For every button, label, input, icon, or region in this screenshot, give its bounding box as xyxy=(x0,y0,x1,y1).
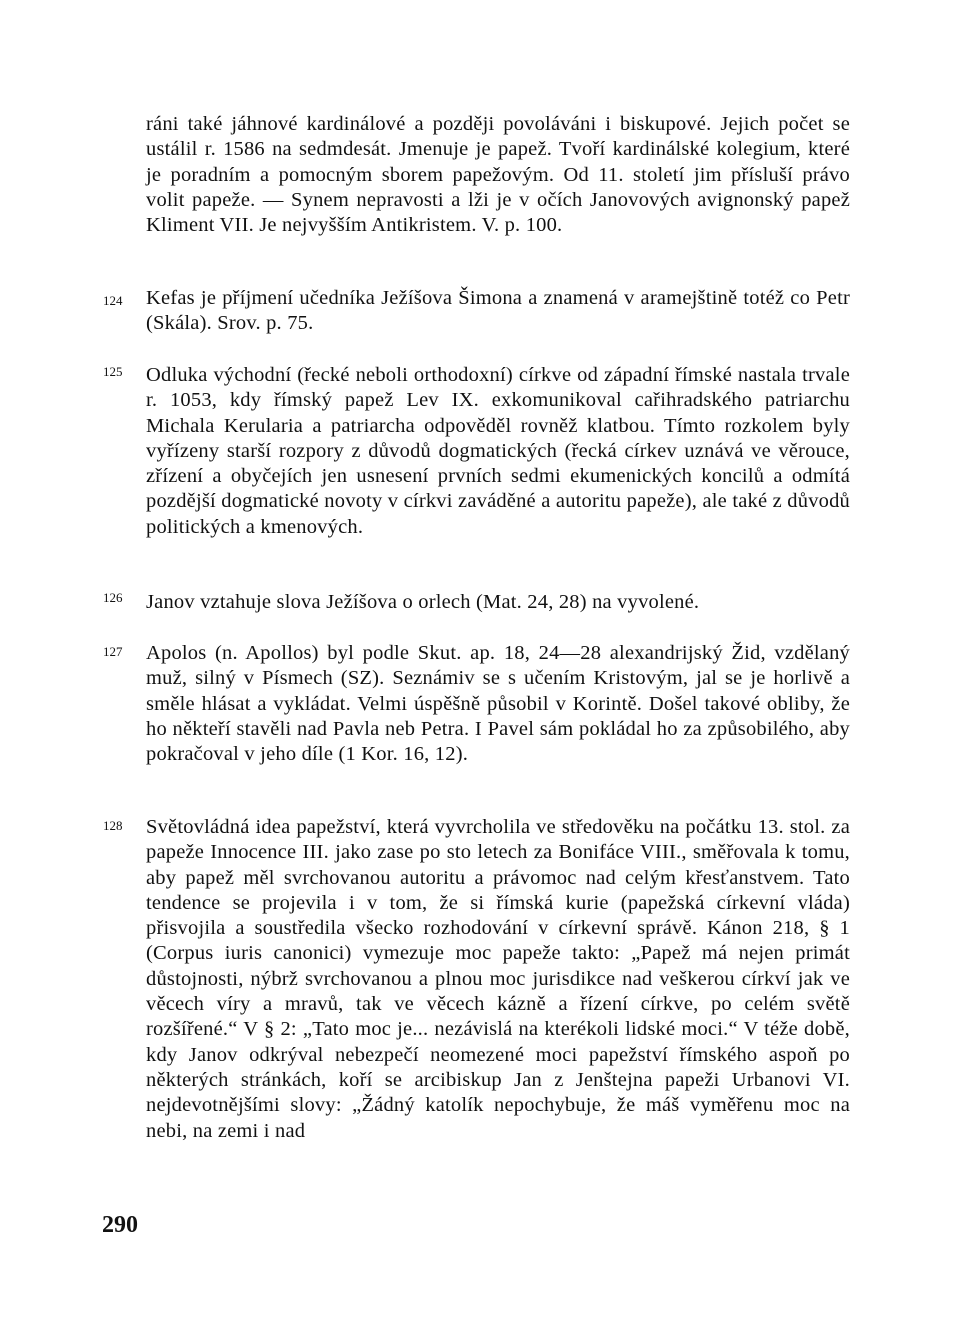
note-number-124: 124 xyxy=(103,293,123,308)
note-128: Světovládná idea papežství, která vyvrcholila ve středověku na počátku 13. stol. za papeže Innocence III. jako zase po sto letech za Bonifáce VIII., směřovala k tomu, aby papež měl svrchovanou autoritu a právomoc nad celým křesťanstvem. Tato tendence se projevila i v tom, že si římská kurie (papežská církevní vláda) přisvojila a soustředila všecko rozhodování v církevní správě. Kánon 218, § 1 (Corpus iuris canonici) vymezuje moc papeže takto: „Papež má nejen primát důstojnosti, nýbrž svrchovanou a plnou moc jurisdikce nad veškerou církví jak ve věcech víry a mravů, tak ve věcech kázně a řízení církve, po celém světě rozšířené.“ V § 2: „Tato moc je... nezávislá na kterékoli lidské moci.“ V téže době, kdy Janov odkrýval nebezpečí neomezené moci papežství římského aspoň po některých stránkách, koří se arcibiskup Jan z Jenštejna papeži Urbanovi VI. nejdevotnějšími slovy: „Žádný katolík nepochybuje, že máš vyměřenu moc na nebi, na zemi i nad xyxy=(146,816,850,1142)
note-127: Apolos (n. Apollos) byl podle Skut. ap. 18, 24—28 alexandrijský Žid, vzdělaný muž, silný v Písmech (SZ). Seznámiv se s učením Kristovým, jal se je horlivě a směle hlásat a vykládat. Velmi úspěšně působil v Korintě. Došel takové obliby, že ho někteří stavěli nad Pavla neb Petra. I Pavel sám pokládal ho za způsobilého, aby pokračoval v jeho díle (1 Kor. 16, 12). xyxy=(146,642,850,766)
note-124: Kefas je příjmení učedníka Ježíšova Šimona a znamená v aramejštině totéž co Petr (Skála). Srov. p. 75. xyxy=(146,287,850,335)
page-number: 290 xyxy=(102,1212,138,1238)
note-number-127: 127 xyxy=(103,644,123,659)
continuation-paragraph: ráni také jáhnové kardinálové a později povoláváni i biskupové. Jejich počet se ustálil r. 1586 na sedmdesát. Jmenuje je papež. Tvoří kardinálské kolegium, které je poradním a pomocným sborem papežovým. Od 11. století jim přísluší právo volit papeže. — Synem nepravosti a lži je v očích Janovových avignonský papež Kliment VII. Je nejvyšším Antikristem. V. p. 100. xyxy=(146,113,850,237)
note-number-128: 128 xyxy=(103,818,123,833)
note-125: Odluka východní (řecké neboli orthodoxní) církve od západní římské nastala trvale r. 1053, kdy římský papež Lev IX. exkomunikoval cařihradského patriarchu Michala Kerularia a patriarcha odpověděl rovněž klatbou. Tímto rozkolem byly vyřízeny starší rozpory z důvodů dogmatických (řecká církev uznává ve věrouce, zřízení a obyčejích jen usnesení prvních sedmi ekumenických koncilů a odmítá pozdější dogmatické novoty v církvi zaváděné a autoritu papeže), ale také z důvodů politických a kmenových. xyxy=(146,364,850,538)
note-number-126: 126 xyxy=(103,590,123,605)
note-126: Janov vztahuje slova Ježíšova o orlech (Mat. 24, 28) na vyvolené. xyxy=(146,591,700,613)
note-number-125: 125 xyxy=(103,364,123,379)
